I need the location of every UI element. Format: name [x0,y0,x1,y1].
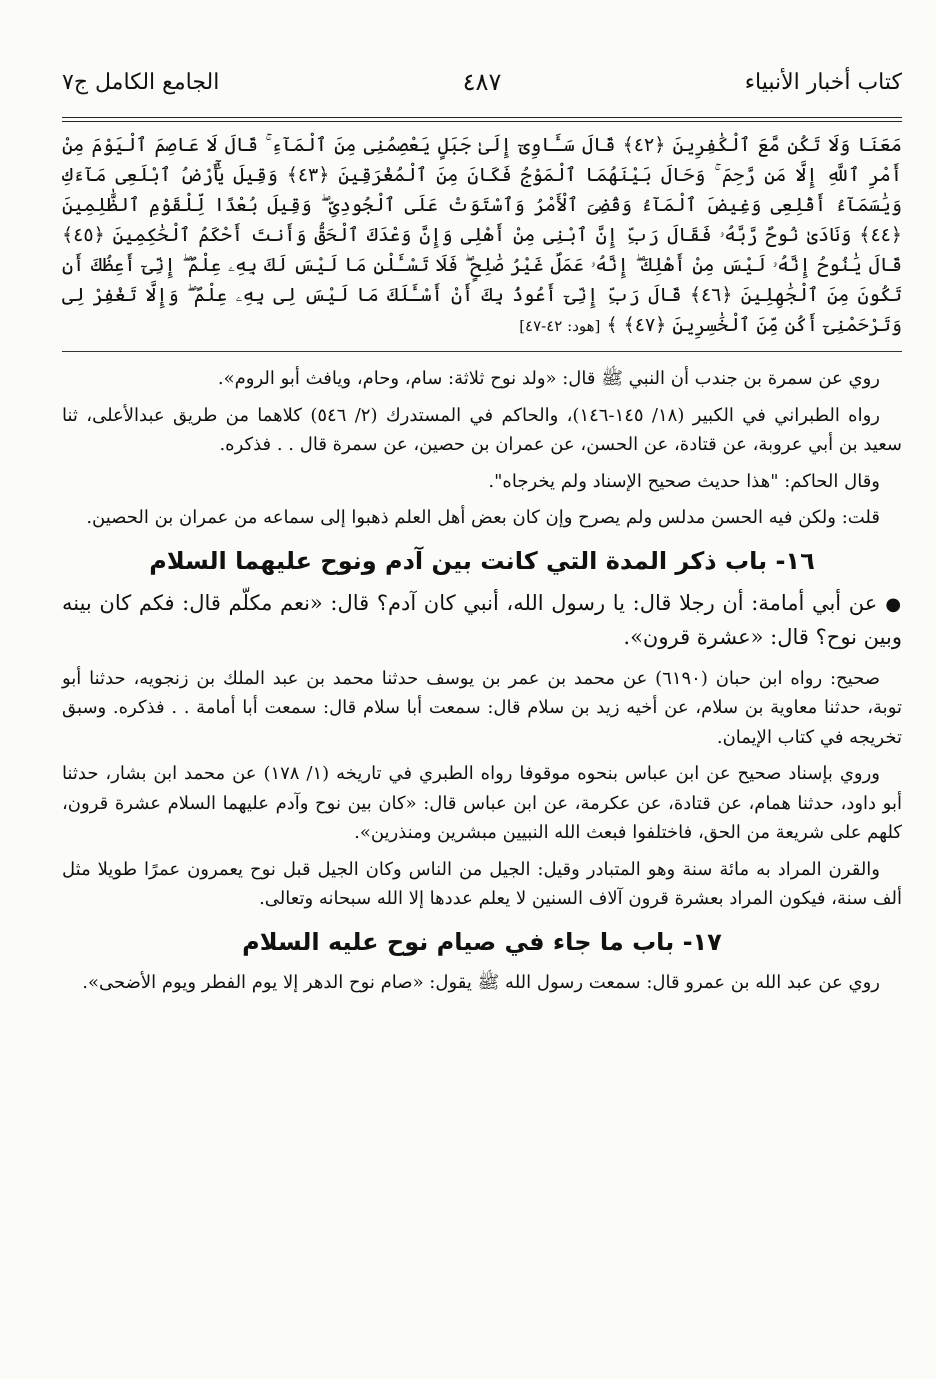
paragraph: وقال الحاكم: "هذا حديث صحيح الإسناد ولم يخرجاه". [488,470,880,492]
paragraph: والقرن المراد به مائة سنة وهو المتبادر وقيل: الجيل من الناس وكان الجيل قبل نوح يعمرون عمرًا طويلا مثل ألف سنة، فيكون المراد بعشرة قرون آلاف السنين لا يعلم عددها إلا الله سبحانه وتعالى. [62,858,902,909]
page-number: ٤٨٧ [462,68,502,96]
page-content [62,130,902,1004]
quran-text: مَعَنَا وَلَا تَكُن مَّعَ ٱلْكَٰفِرِينَ ﴿٤٢﴾ قَالَ سَـَٔاوِىٓ إِلَىٰ جَبَلٍ يَعْصِمُنِى مِنَ ٱلْمَآءِ ۚ قَالَ لَا عَاصِمَ ٱلْيَوْمَ مِنْ أَمْرِ ٱللَّهِ إِلَّا مَن رَّحِمَ ۚ وَحَالَ بَيْنَهُمَا ٱلْمَوْجُ فَكَانَ مِنَ ٱلْمُغْرَقِينَ ﴿٤٣﴾ وَقِيلَ يَٰٓأَرْضُ ٱبْلَعِى مَآءَكِ وَيَٰسَمَآءُ أَقْلِعِى وَغِيضَ ٱلْمَآءُ وَقُضِىَ ٱلْأَمْرُ وَٱسْتَوَتْ عَلَى ٱلْجُودِىِّ ۖ وَقِيلَ بُعْدًا لِّلْقَوْمِ ٱلظَّٰلِمِينَ ﴿٤٤﴾ وَنَادَىٰ نُوحٌ رَّبَّهُۥ فَقَالَ رَبِّ إِنَّ ٱبْنِى مِنْ أَهْلِى وَإِنَّ وَعْدَكَ ٱلْحَقُّ وَأَنتَ أَحْكَمُ ٱلْحَٰكِمِينَ ﴿٤٥﴾ قَالَ يَٰنُوحُ إِنَّهُۥ لَيْسَ مِنْ أَهْلِكَ ۖ إِنَّهُۥ عَمَلٌ غَيْرُ صَٰلِحٍ ۖ فَلَا تَسْـَٔلْنِ مَا لَيْسَ لَكَ بِهِۦ عِلْمٌ ۖ إِنِّىٓ أَعِظُكَ أَن تَكُونَ مِنَ ٱلْجَٰهِلِينَ ﴿٤٦﴾ قَالَ رَبِّ إِنِّىٓ أَعُوذُ بِكَ أَنْ أَسْـَٔلَكَ مَا لَيْسَ لِى بِهِۦ عِلْمٌ ۖ وَإِلَّا تَغْفِرْ لِى وَتَرْحَمْنِىٓ أَكُن مِّنَ ٱلْخَٰسِرِينَ ﴿٤٧﴾ ﴾ [62,134,902,336]
paragraph: روي عن سمرة بن جندب أن النبي ﷺ قال: «ولد نوح ثلاثة: سام، وحام، ويافث أبو الروم». [217,368,880,389]
quran-verses [62,130,902,341]
quran-divider [62,351,902,352]
hadith-body: عن أبي أمامة: أن رجلا قال: يا رسول الله، أنبي كان آدم؟ قال: «نعم مكلّم قال: فكم كان بينه وبين نوح؟ قال: «عشرة قرون». [62,590,902,649]
section-heading-17: ١٧- باب ما جاء في صيام نوح عليه السلام [242,927,722,956]
paragraph: صحيح: رواه ابن حبان (٦١٩٠) عن محمد بن عمر بن يوسف حدثنا محمد بن عبد الملك بن زنجويه، حدثنا أبو توبة، حدثنا معاوية بن سلام، عن أخيه زيد بن سلام قال: سمعت أبا سلام قال: سمعت أبا أمامة . . فذكره. وسبق تخريجه في كتاب الإيمان. [62,667,902,748]
page-header [62,62,902,102]
paragraph: وروي بإسناد صحيح عن ابن عباس بنحوه موقوفا رواه الطبري في تاريخه (١/ ١٧٨) عن محمد ابن بشار، حدثنا أبو داود، حدثنا همام، عن قتادة، عن عكرمة، عن ابن عباس قال: «كان بين نوح وآدم عليهما السلام عشرة قرون، كلهم على شريعة من الحق، فاختلفوا فبعث الله النبيين مبشرين ومنذرين». [62,763,902,843]
section-heading-16: ١٦- باب ذكر المدة التي كانت بين آدم ونوح عليهما السلام [149,546,815,575]
quran-reference: [هود: ٤٢-٤٧] [519,317,601,335]
paragraph: روي عن عبد الله بن عمرو قال: سمعت رسول الله ﷺ يقول: «صام نوح الدهر إلا يوم الفطر ويوم الأضحى». [82,971,880,993]
header-rule-bottom [62,121,902,122]
header-rule-top [62,117,902,118]
bullet-icon: ● [885,593,902,615]
hadith-text [62,587,902,654]
volume-title: الجامع الكامل ج٧ [62,70,220,95]
paragraph: رواه الطبراني في الكبير (١٨/ ١٤٥-١٤٦)، والحاكم في المستدرك (٢/ ٥٤٦) كلاهما من طريق عبدالأعلى، ثنا سعيد بن أبي عروبة، عن قتادة، عن الحسن، عن عمران بن حصين، عن سمرة قال . . فذكره. [62,404,902,455]
book-title: كتاب أخبار الأنبياء [744,70,902,95]
paragraph: قلت: ولكن فيه الحسن مدلس ولم يصرح وإن كان بعض أهل العلم ذهبوا إلى سماعه من عمران بن الحصين. [86,507,880,528]
